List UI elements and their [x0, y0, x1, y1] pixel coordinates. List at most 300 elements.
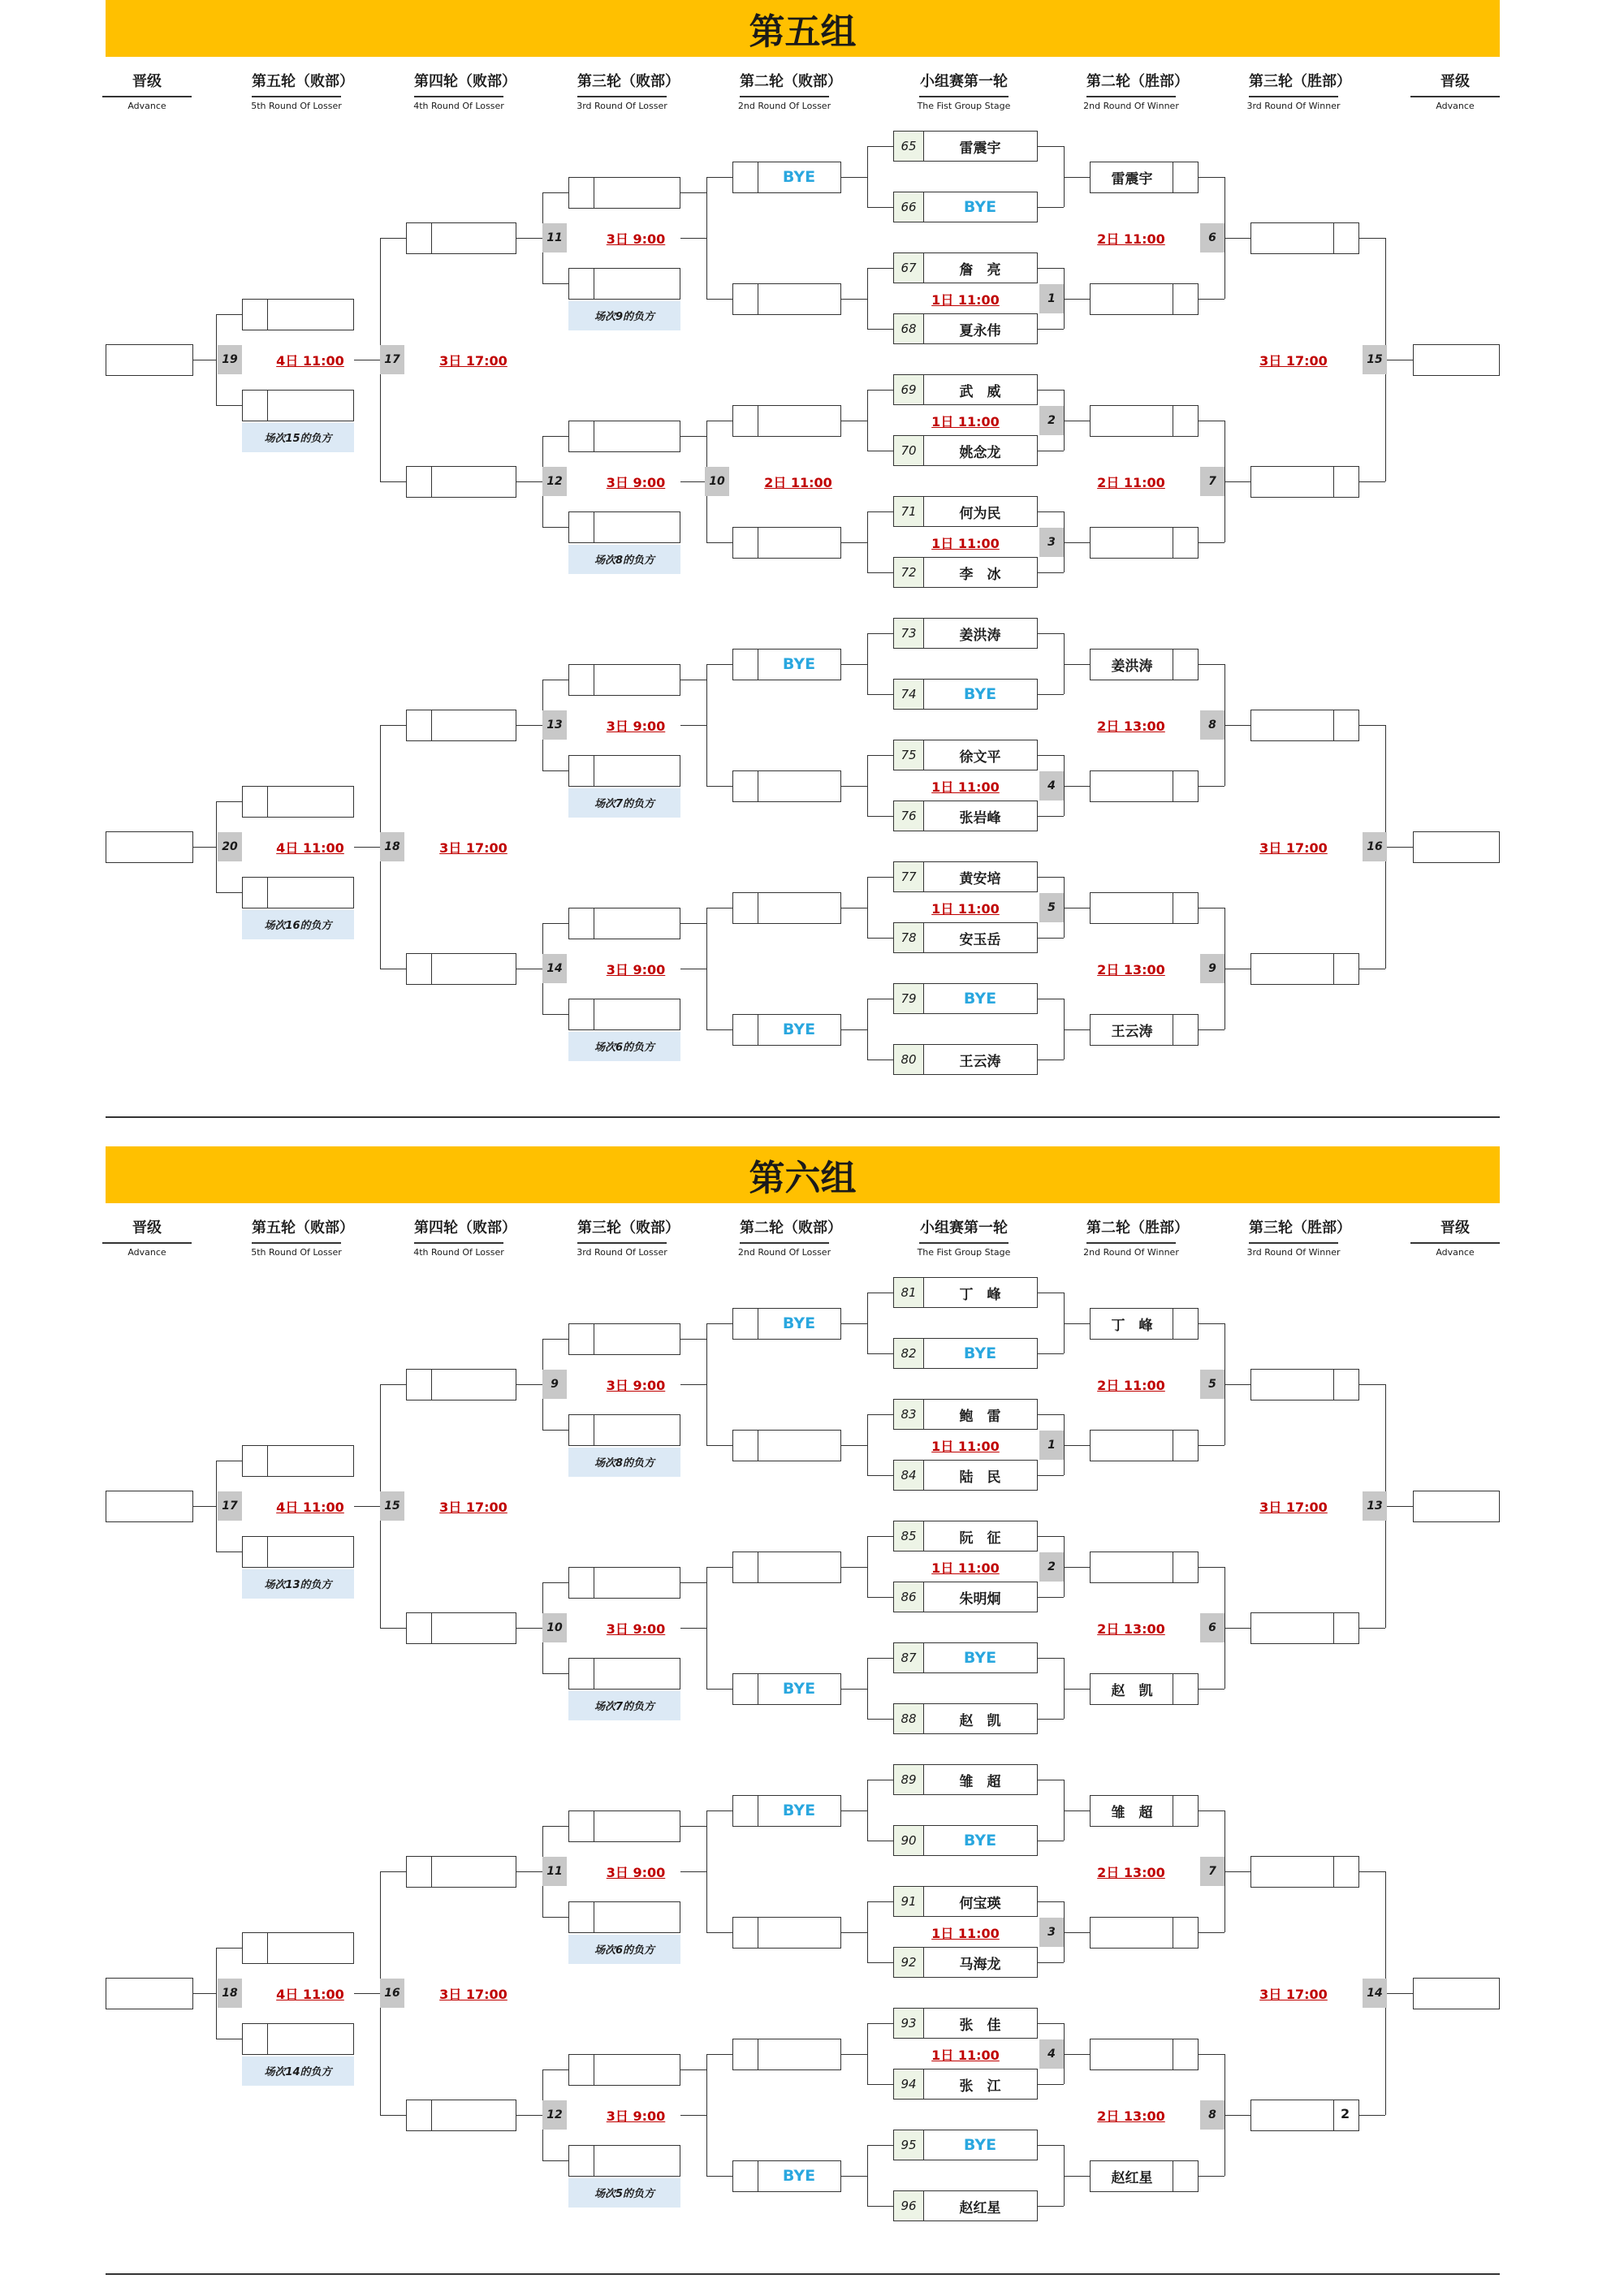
- loser-r3-slot[interactable]: [568, 2054, 680, 2086]
- advanced-player-name: 王云涛: [1111, 1023, 1153, 1040]
- loser-r3-slot[interactable]: [568, 177, 680, 209]
- bracket-line: [706, 664, 707, 786]
- advanced-player-name: [1090, 405, 1174, 437]
- advanced-player-name: 赵 凯: [1111, 1682, 1153, 1699]
- player-slot[interactable]: [893, 2069, 1038, 2100]
- bracket-line: [1064, 299, 1090, 300]
- match-number-badge: 2: [1039, 1552, 1064, 1582]
- header-underline: [1249, 96, 1338, 97]
- advance-slot[interactable]: [1413, 831, 1500, 863]
- loser-r3-slot[interactable]: [568, 908, 680, 939]
- player-slot[interactable]: [893, 1521, 1038, 1552]
- loser-r3-slot[interactable]: [568, 1658, 680, 1690]
- advance-slot[interactable]: [1413, 1491, 1500, 1522]
- match-time: 3日 17:00: [1259, 1986, 1328, 2002]
- player-slot[interactable]: [893, 1277, 1038, 1308]
- advanced-player-name: 姜洪涛: [1111, 658, 1153, 675]
- column-header-en: 2nd Round Of Winner: [1083, 101, 1179, 111]
- match-number-badge: 12: [542, 467, 567, 496]
- bracket-line: [1224, 725, 1250, 726]
- bracket-line: [1038, 329, 1064, 330]
- bracket-line: [1385, 1506, 1413, 1507]
- match-time: 3日 9:00: [606, 1377, 666, 1393]
- advanced-player-name: [1090, 2039, 1174, 2070]
- match-number-badge: 13: [1363, 1491, 1387, 1521]
- loser-source-note: 场次16的负方: [242, 910, 354, 939]
- column-header-cn: 晋级: [132, 1219, 162, 1236]
- player-slot[interactable]: [893, 435, 1038, 466]
- match-number-badge: 18: [218, 1979, 242, 2008]
- column-header-cn: 第四轮（败部）: [414, 1219, 516, 1236]
- column-header-en: Advance: [127, 101, 166, 111]
- bracket-line: [706, 1029, 732, 1030]
- match-number-badge: 9: [1200, 954, 1224, 983]
- bracket-line: [380, 1628, 406, 1629]
- bracket-line: [216, 1948, 217, 2039]
- bracket-line: [216, 405, 242, 406]
- advance-slot[interactable]: [106, 1978, 193, 2009]
- bracket-line: [867, 2023, 868, 2084]
- bracket-line: [1064, 1445, 1090, 1446]
- header-underline: [1410, 96, 1500, 97]
- advance-slot[interactable]: [106, 831, 193, 863]
- loser-r2-entry: BYE: [782, 1314, 816, 1332]
- match-time: 3日 9:00: [606, 2108, 666, 2124]
- bracket-line: [867, 2023, 893, 2024]
- bracket-line: [680, 1628, 706, 1629]
- bracket-line: [1224, 1384, 1250, 1385]
- bracket-line: [542, 1014, 568, 1015]
- player-slot[interactable]: [893, 740, 1038, 770]
- player-slot[interactable]: [893, 313, 1038, 344]
- header-underline: [577, 96, 667, 97]
- bracket-line: [1038, 1597, 1064, 1598]
- bracket-line: [867, 1353, 893, 1354]
- bracket-line: [706, 1689, 732, 1690]
- match-seed-number: 75: [894, 740, 924, 770]
- loser-r2-entry: BYE: [782, 1802, 816, 1819]
- loser-r3-slot[interactable]: [568, 755, 680, 787]
- player-slot[interactable]: [893, 801, 1038, 831]
- group-title-banner: 第五组: [106, 0, 1500, 57]
- bracket-line: [1064, 177, 1090, 178]
- match-seed-number: 77: [894, 862, 924, 891]
- match-number-badge: 5: [1200, 1370, 1224, 1399]
- bracket-line: [1038, 816, 1064, 817]
- player-name: BYE: [963, 2136, 997, 2154]
- bracket-line: [867, 146, 893, 147]
- column-header: [919, 71, 1009, 120]
- bracket-line: [706, 1323, 707, 1445]
- player-name: 张岩峰: [959, 809, 1001, 826]
- loser-source-note: 场次8的负方: [568, 545, 680, 574]
- bracket-line: [1199, 1029, 1224, 1030]
- match-number-badge: 8: [1200, 2100, 1224, 2130]
- match-seed-number: 85: [894, 1521, 924, 1551]
- column-header: [1246, 71, 1351, 120]
- bracket-line: [380, 238, 406, 239]
- match-seed-number: 72: [894, 558, 924, 587]
- match-seed-number: 76: [894, 801, 924, 831]
- loser-r3-slot[interactable]: [568, 664, 680, 696]
- advance-slot[interactable]: [106, 344, 193, 376]
- bracket-line: [1038, 2084, 1064, 2085]
- column-header-en: 3rd Round Of Winner: [1246, 1247, 1341, 1258]
- player-slot[interactable]: [893, 1886, 1038, 1917]
- loser-r4-slot[interactable]: [406, 953, 516, 985]
- player-slot[interactable]: [893, 1460, 1038, 1491]
- match-seed-number: 93: [894, 2009, 924, 2038]
- column-header-en: 2nd Round Of Losser: [737, 1247, 831, 1258]
- column-header-en: 2nd Round Of Losser: [737, 101, 831, 111]
- player-name: 李 冰: [959, 566, 1001, 583]
- match-time: 2日 13:00: [1097, 718, 1165, 734]
- match-seed-number: 68: [894, 314, 924, 343]
- player-name: 赵红星: [959, 2199, 1001, 2216]
- match-time: 2日 11:00: [1097, 1377, 1165, 1393]
- match-time: 1日 11:00: [931, 1438, 1000, 1454]
- match-time: 1日 11:00: [931, 1925, 1000, 1941]
- bracket-line: [380, 481, 406, 482]
- match-number-badge: 11: [542, 1857, 567, 1886]
- bracket-line: [542, 2069, 568, 2070]
- bracket-line: [680, 1582, 706, 1583]
- bracket-line: [841, 1932, 867, 1933]
- bracket-line: [841, 299, 867, 300]
- match-seed-number: 73: [894, 619, 924, 648]
- bracket-line: [867, 1536, 893, 1537]
- bracket-line: [841, 1810, 867, 1811]
- loser-r5-slot[interactable]: [242, 390, 354, 421]
- bracket-line: [1385, 847, 1413, 848]
- player-slot[interactable]: [893, 1764, 1038, 1795]
- player-slot[interactable]: [893, 1947, 1038, 1978]
- header-underline: [740, 96, 829, 97]
- loser-r4-slot[interactable]: [406, 2100, 516, 2131]
- match-time: 2日 13:00: [1097, 1864, 1165, 1880]
- winner-r3-slot[interactable]: [1250, 222, 1359, 254]
- loser-r5-slot[interactable]: [242, 786, 354, 818]
- loser-r4-slot[interactable]: [406, 466, 516, 498]
- advanced-player-name: 雏 超: [1111, 1804, 1153, 1821]
- bracket-line: [867, 1475, 893, 1476]
- loser-source-note: 场次14的负方: [242, 2056, 354, 2086]
- player-slot[interactable]: [893, 1582, 1038, 1612]
- loser-r4-slot[interactable]: [406, 1856, 516, 1888]
- bracket-line: [867, 999, 868, 1060]
- player-name: BYE: [963, 1649, 997, 1667]
- player-name: 黄安培: [959, 870, 1001, 887]
- match-number-badge: 14: [542, 954, 567, 983]
- advance-slot[interactable]: [1413, 344, 1500, 376]
- bracket-line: [841, 542, 867, 543]
- bracket-line: [841, 1029, 867, 1030]
- loser-source-note: 场次7的负方: [568, 1691, 680, 1720]
- bracket-line: [867, 1597, 893, 1598]
- match-number-badge: 10: [705, 467, 729, 496]
- header-underline: [414, 96, 503, 97]
- player-slot[interactable]: [893, 192, 1038, 222]
- header-underline: [414, 1242, 503, 1244]
- match-time: 3日 17:00: [1259, 839, 1328, 856]
- bracket-line: [542, 1673, 568, 1674]
- player-slot[interactable]: [893, 1399, 1038, 1430]
- player-slot[interactable]: [893, 1338, 1038, 1369]
- winner-r3-slot[interactable]: [1250, 1612, 1359, 1644]
- loser-r4-slot[interactable]: [406, 222, 516, 254]
- loser-r3-slot[interactable]: [568, 511, 680, 543]
- bracket-line: [380, 1871, 406, 1872]
- winner-r3-slot[interactable]: [1250, 1856, 1359, 1888]
- column-header: [1083, 71, 1189, 120]
- loser-r3-slot[interactable]: [568, 1567, 680, 1599]
- bracket-line: [680, 192, 706, 193]
- loser-r4-slot[interactable]: [406, 1612, 516, 1644]
- bracket-line: [1359, 1384, 1385, 1385]
- loser-r3-slot[interactable]: [568, 421, 680, 452]
- column-header-en: Advance: [127, 1247, 166, 1258]
- column-header-en: 2nd Round Of Winner: [1083, 1247, 1179, 1258]
- bracket-line: [867, 1414, 868, 1475]
- loser-r2-entry: BYE: [782, 1021, 816, 1038]
- bracket-line: [867, 2206, 893, 2207]
- loser-r2-entry: BYE: [782, 168, 816, 186]
- match-number-badge: 5: [1039, 893, 1064, 922]
- match-time: 1日 11:00: [931, 1560, 1000, 1576]
- bracket-line: [542, 1339, 568, 1340]
- player-slot[interactable]: [893, 496, 1038, 527]
- column-header-cn: 第二轮（败部）: [740, 73, 842, 90]
- bracket-line: [1038, 572, 1064, 573]
- bracket-line: [516, 238, 542, 239]
- column-header-cn: 晋级: [1440, 73, 1470, 90]
- player-slot[interactable]: [893, 374, 1038, 405]
- column-header-en: 5th Round Of Losser: [251, 101, 342, 111]
- match-number-badge: 3: [1039, 1918, 1064, 1947]
- column-header-en: Advance: [1436, 101, 1475, 111]
- match-seed-number: 78: [894, 923, 924, 952]
- player-slot[interactable]: [893, 2008, 1038, 2039]
- player-slot[interactable]: [893, 618, 1038, 649]
- bracket-line: [867, 268, 868, 329]
- bracket-line: [867, 1780, 868, 1841]
- bracket-line: [680, 1339, 706, 1340]
- match-number-badge: 15: [1363, 345, 1387, 374]
- player-name: 徐文平: [959, 749, 1001, 766]
- header-underline: [1410, 1242, 1500, 1244]
- bracket-line: [706, 1445, 732, 1446]
- loser-r5-slot[interactable]: [242, 1445, 354, 1477]
- loser-r2-entry: [757, 1552, 841, 1583]
- match-time: 2日 11:00: [1097, 231, 1165, 247]
- loser-r4-slot[interactable]: [406, 1369, 516, 1400]
- bracket-line: [216, 801, 217, 892]
- player-name: BYE: [963, 990, 997, 1008]
- match-number-badge: 14: [1363, 1979, 1387, 2008]
- player-slot[interactable]: [893, 1825, 1038, 1856]
- bracket-line: [542, 923, 568, 924]
- bracket-line: [1064, 2054, 1090, 2055]
- advance-slot[interactable]: [1413, 1978, 1500, 2009]
- column-header: [251, 1218, 354, 1267]
- bracket-line: [867, 1293, 868, 1353]
- column-header-en: The Fist Group Stage: [917, 101, 1011, 111]
- bracket-line: [841, 664, 867, 665]
- bracket-line: [1038, 1658, 1064, 1659]
- player-name: 朱明炯: [959, 1590, 1001, 1608]
- match-time: 2日 11:00: [764, 474, 832, 490]
- column-header-en: 3rd Round Of Losser: [577, 101, 667, 111]
- bracket-line: [542, 1582, 568, 1583]
- bracket-line: [680, 1871, 706, 1872]
- bracket-line: [193, 1506, 216, 1507]
- winner-r3-slot[interactable]: [1250, 953, 1359, 985]
- group-title-banner: 第六组: [106, 1146, 1500, 1203]
- bracket-line: [1038, 268, 1064, 269]
- player-slot[interactable]: [893, 1044, 1038, 1075]
- loser-r3-slot[interactable]: [568, 1810, 680, 1842]
- bracket-line: [542, 1430, 568, 1431]
- column-header: [413, 71, 516, 120]
- bracket-line: [216, 801, 242, 802]
- player-slot[interactable]: [893, 2130, 1038, 2160]
- winner-r3-slot[interactable]: [1250, 1369, 1359, 1400]
- match-seed-number: 88: [894, 1704, 924, 1733]
- bracket-line: [867, 1658, 893, 1659]
- bracket-line: [706, 2054, 732, 2055]
- column-header-cn: 第三轮（胜部）: [1249, 1219, 1351, 1236]
- bracket-line: [1224, 2115, 1250, 2116]
- column-header: [1083, 1218, 1189, 1267]
- match-seed-number: 69: [894, 375, 924, 404]
- column-header-en: Advance: [1436, 1247, 1475, 1258]
- player-name: BYE: [963, 198, 997, 216]
- bracket-line: [1199, 786, 1224, 787]
- bracket-line: [516, 2115, 542, 2116]
- match-number-badge: 17: [380, 345, 404, 374]
- bracket-line: [1064, 1029, 1090, 1030]
- loser-r3-slot[interactable]: [568, 1323, 680, 1355]
- match-number-badge: 7: [1200, 1857, 1224, 1886]
- bracket-line: [1038, 2145, 1064, 2146]
- bracket-line: [380, 725, 406, 726]
- winner-r3-slot[interactable]: [1250, 710, 1359, 741]
- player-slot[interactable]: [893, 983, 1038, 1014]
- loser-r3-slot[interactable]: [568, 1414, 680, 1446]
- loser-r3-slot[interactable]: [568, 999, 680, 1030]
- winner-r3-slot[interactable]: [1250, 466, 1359, 498]
- match-seed-number: 90: [894, 1826, 924, 1855]
- player-slot[interactable]: [893, 131, 1038, 162]
- column-header: [251, 71, 354, 120]
- bracket-line: [1359, 725, 1385, 726]
- bracket-line: [706, 1567, 732, 1568]
- column-header-en: 4th Round Of Losser: [413, 101, 504, 111]
- bracket-line: [867, 633, 868, 694]
- bracket-line: [867, 572, 893, 573]
- bracket-line: [216, 1948, 242, 1949]
- bracket-line: [216, 314, 242, 315]
- bracket-line: [680, 1826, 706, 1827]
- loser-r5-slot[interactable]: [242, 1932, 354, 1964]
- player-slot[interactable]: [893, 2190, 1038, 2221]
- bracket-line: [542, 1826, 568, 1827]
- loser-r5-slot[interactable]: [242, 2023, 354, 2055]
- loser-r5-slot[interactable]: [242, 877, 354, 908]
- match-seed-number: 92: [894, 1948, 924, 1977]
- bracket-line: [867, 2145, 868, 2206]
- bracket-line: [1064, 786, 1090, 787]
- player-name: 雷震宇: [959, 140, 1001, 157]
- bracket-line: [1199, 542, 1224, 543]
- advanced-player-name: 丁 峰: [1111, 1317, 1153, 1334]
- player-name: 姚念龙: [959, 444, 1001, 461]
- loser-source-note: 场次5的负方: [568, 2178, 680, 2208]
- advance-slot[interactable]: [106, 1491, 193, 1522]
- bracket-line: [867, 268, 893, 269]
- header-underline: [102, 96, 192, 97]
- player-slot[interactable]: [893, 679, 1038, 710]
- match-time: 3日 9:00: [606, 474, 666, 490]
- bracket-line: [706, 2176, 732, 2177]
- bracket-line: [1038, 755, 1064, 756]
- section-divider: [106, 2273, 1500, 2275]
- loser-r3-slot[interactable]: [568, 268, 680, 300]
- match-time: 3日 17:00: [439, 352, 508, 369]
- loser-r2-entry: [757, 405, 841, 437]
- player-slot[interactable]: [893, 252, 1038, 283]
- bracket-line: [1038, 2206, 1064, 2207]
- column-header-cn: 第二轮（胜部）: [1086, 1219, 1189, 1236]
- player-slot[interactable]: [893, 922, 1038, 953]
- bracket-line: [354, 1506, 380, 1507]
- loser-r5-slot[interactable]: [242, 1536, 354, 1568]
- bracket-line: [1038, 146, 1064, 147]
- match-seed-number: 84: [894, 1461, 924, 1490]
- player-name: 武 威: [959, 383, 1001, 400]
- match-number-badge: 20: [218, 832, 242, 861]
- bracket-line: [1038, 207, 1064, 208]
- player-name: BYE: [963, 1344, 997, 1362]
- column-header-en: The Fist Group Stage: [917, 1247, 1011, 1258]
- loser-r2-entry: [757, 892, 841, 924]
- player-slot[interactable]: [893, 1642, 1038, 1673]
- bracket-line: [706, 1810, 732, 1811]
- match-seed-number: 89: [894, 1765, 924, 1794]
- loser-r3-slot[interactable]: [568, 1901, 680, 1933]
- match-number-badge: 12: [542, 2100, 567, 2130]
- loser-r4-slot[interactable]: [406, 710, 516, 741]
- loser-source-note: 场次13的负方: [242, 1569, 354, 1599]
- loser-r5-slot[interactable]: [242, 299, 354, 330]
- bracket-line: [1199, 1932, 1224, 1933]
- loser-r3-slot[interactable]: [568, 2145, 680, 2177]
- player-slot[interactable]: [893, 1703, 1038, 1734]
- bracket-line: [867, 2084, 893, 2085]
- match-number-badge: 1: [1039, 1431, 1064, 1460]
- column-header: [737, 71, 842, 120]
- bracket-line: [841, 2054, 867, 2055]
- column-header-cn: 第五轮（败部）: [252, 73, 354, 90]
- player-slot[interactable]: [893, 557, 1038, 588]
- loser-source-note: 场次6的负方: [568, 1935, 680, 1964]
- bracket-line: [1359, 1628, 1385, 1629]
- bracket-line: [1199, 299, 1224, 300]
- loser-r2-entry: [757, 2039, 841, 2070]
- player-slot[interactable]: [893, 861, 1038, 892]
- column-header-cn: 晋级: [1440, 1219, 1470, 1236]
- match-number-badge: 10: [542, 1613, 567, 1642]
